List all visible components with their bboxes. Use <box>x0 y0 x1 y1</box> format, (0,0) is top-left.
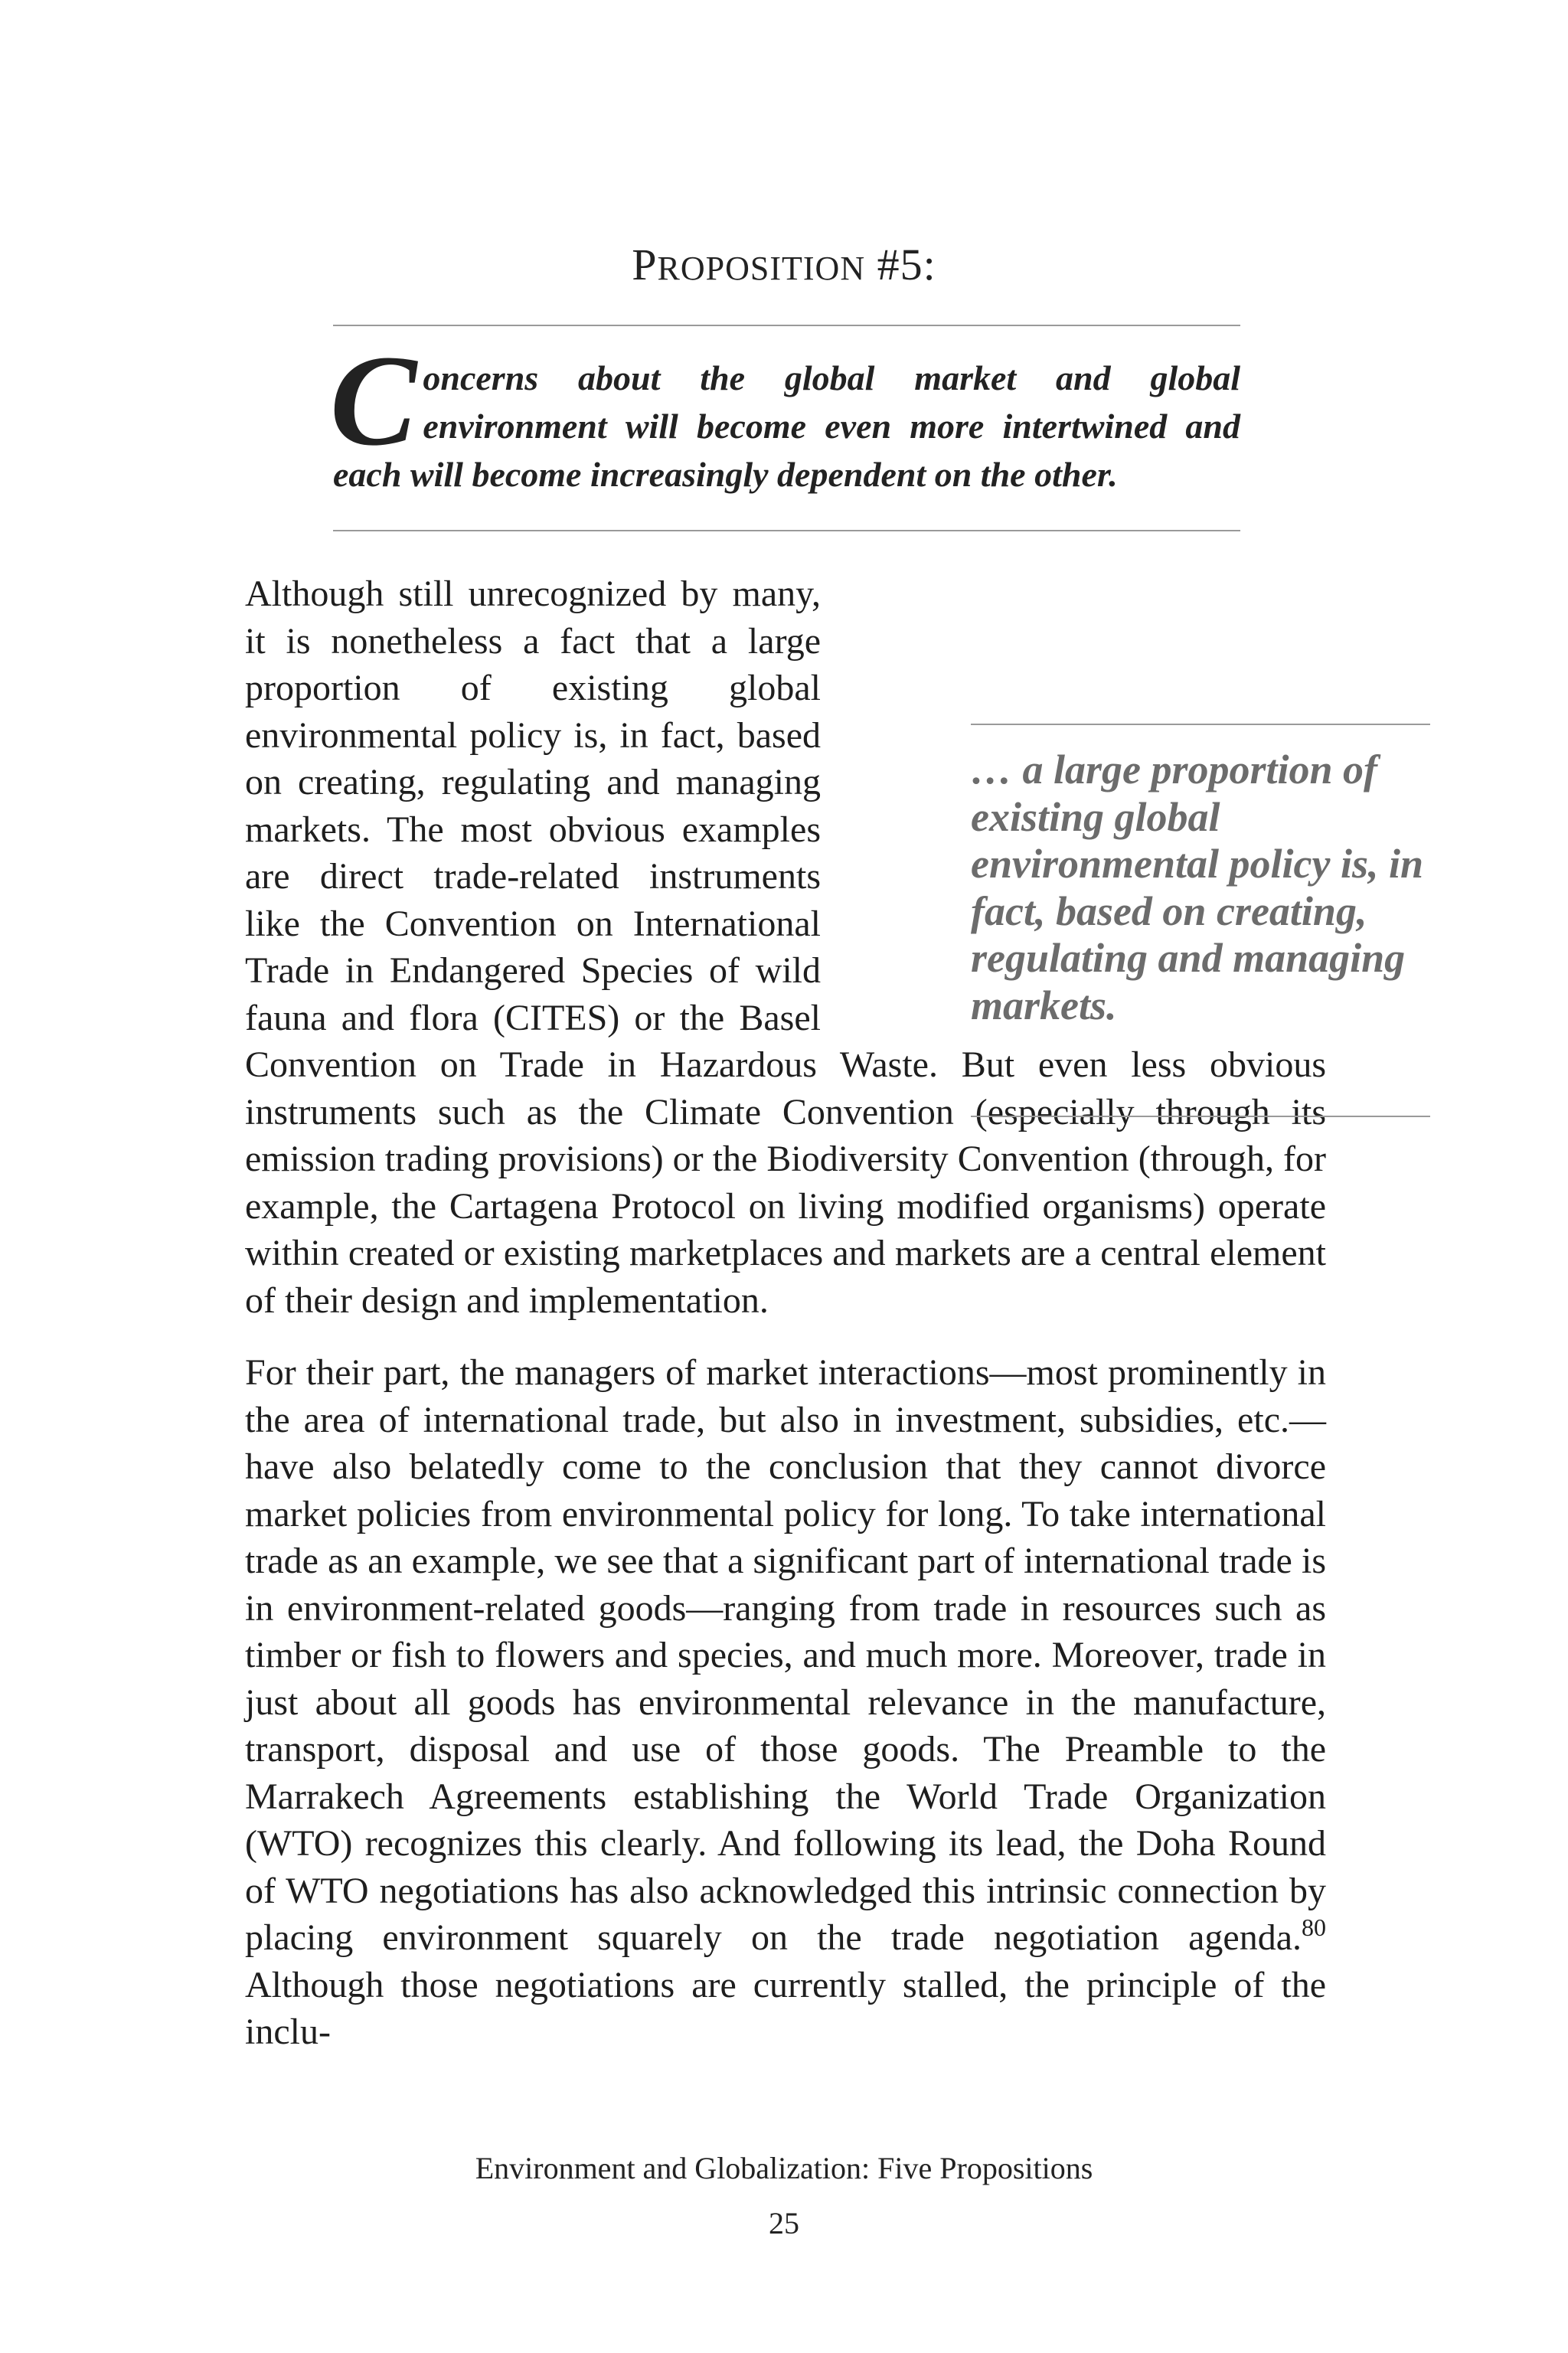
drop-cap: C <box>330 328 417 472</box>
page-title <box>0 239 1568 290</box>
paragraph-1-text: Although still unrecognized by many, it is nonetheless a fact that a large proportion of existing global environmental policy is, in fact, based on creating, regulating and managing markets. The most obvious examples are direct trade-related instruments like the Convention on International Trade in Endangered Species of wild fauna and flora (CITES) or the Basel Convention on Trade in Hazardous Waste. But even less obvious instruments such as the Climate Convention (especially through its emission trading provisions) or the Biodiversity Convention (through, for example, the Cartagena Protocol on living modified organisms) operate within created or existing marketplaces and markets are a central element of their design and implementation. <box>245 574 1326 1321</box>
lead-quote-bottom-rule <box>333 530 1240 531</box>
pull-quote-top-rule <box>971 724 1430 725</box>
lead-quote <box>330 328 1240 498</box>
pull-quote: … a large proportion of existing global environmental policy is, in fact, based on creating, regulating and managing markets. <box>971 747 1424 1028</box>
title-initial: P <box>632 240 658 289</box>
pull-quote-bottom-rule <box>971 1116 1430 1117</box>
title-smallcaps: ROPOSITION <box>657 250 866 287</box>
paragraph-2-text: For their part, the managers of market interactions—most prominently in the area of international trade, but also in investment, subsidies, etc.—have also belatedly come to the conclusion that they cannot divorce market policies from environmental policy for long. To take international trade as an example, we see that a significant part of international trade is in environment-related goods—ranging from trade in resources such as timber or fish to flowers and species, and much more. Moreover, trade in just about all goods has environmental relevance in the manufacture, transport, disposal and use of those goods. The Preamble to the Marrakech Agreements establishing the World Trade Organization (WTO) recognizes this clearly. And following its lead, the Doha Round of WTO negotiations has also acknowledged this intrinsic connection by placing environment squarely on the trade negotiation agenda. <box>245 1352 1326 1958</box>
lead-quote-top-rule <box>333 325 1240 326</box>
body-paragraph-2 <box>245 1349 1326 2056</box>
lead-quote-text: oncerns about the global market and global environment will become even more intertwined and each will become increasingly dependent on the other. <box>333 358 1240 494</box>
footnote-ref[interactable]: 80 <box>1302 1913 1326 1941</box>
paragraph-2-continuation: Although those negotiations are currently stalled, the principle of the inclu- <box>245 1964 1326 2052</box>
running-footer: Environment and Globalization: Five Propositions <box>475 2151 1093 2185</box>
title-number: #5: <box>865 240 936 289</box>
page-number: 25 <box>769 2206 799 2240</box>
